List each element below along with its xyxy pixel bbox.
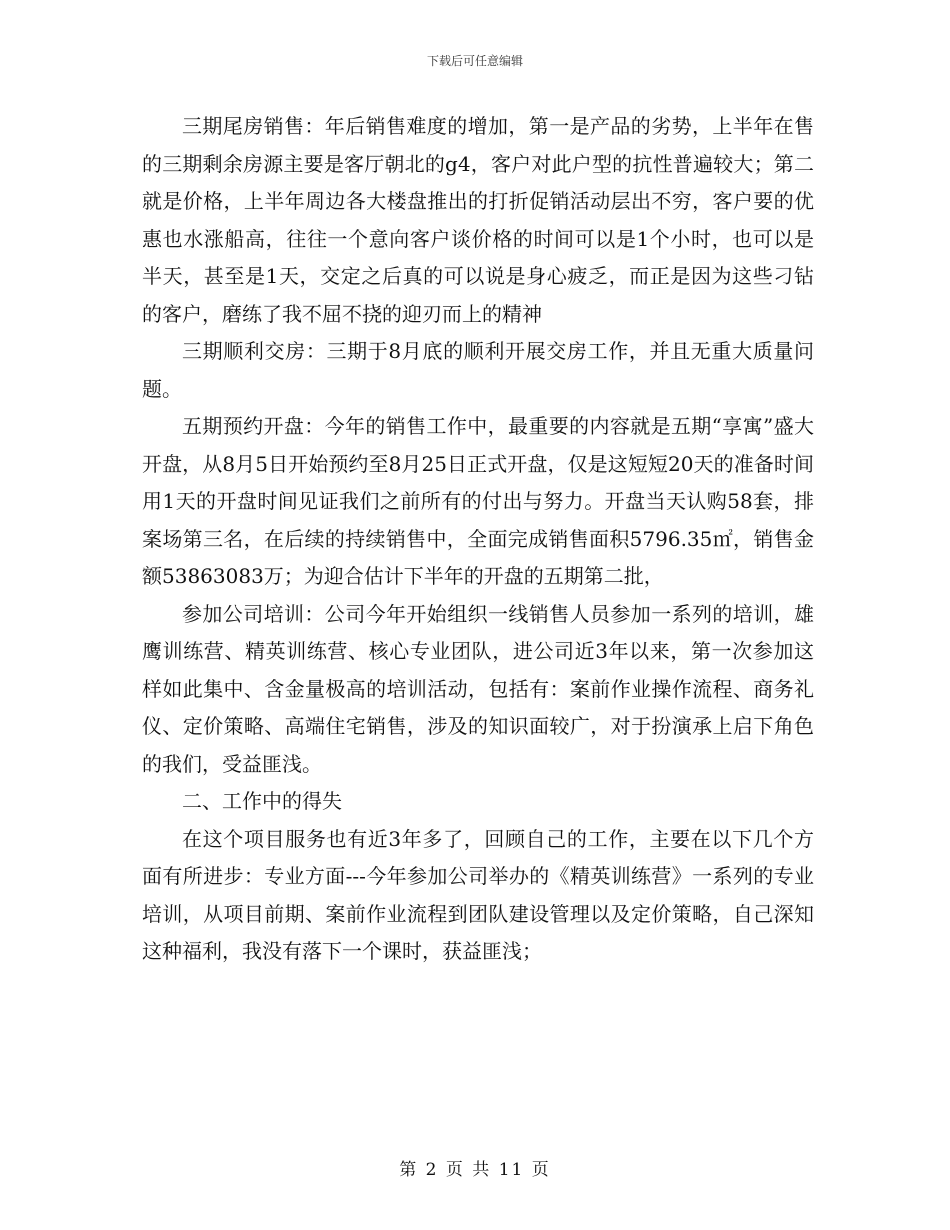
paragraph-phase5-opening: 五期预约开盘：今年的销售工作中，最重要的内容就是五期“享寓”盛大开盘，从8月5日开始预约至8月25日正式开盘，仅是这短短20天的准备时间用1天的开盘时间见证我们之前所有的付出与努力。开盘当天认购58套，排案场第三名，在后续的持续销售中，全面完成销售面积5796.35㎡，销售金额53863083万；为迎合估计下半年的开盘的五期第二批， <box>142 414 814 588</box>
paragraph-phase3-handover: 三期顺利交房：三期于8月底的顺利开展交房工作，并且无重大质量问题。 <box>142 339 814 401</box>
paragraph-company-training: 参加公司培训：公司今年开始组织一线销售人员参加一系列的培训，雄鹰训练营、精英训练营、核心专业团队，进公司近3年以来，第一次参加这样如此集中、含金量极高的培训活动，包括有：案前作业操作流程、商务礼仪、定价策略、高端住宅销售，涉及的知识面较广，对于扮演承上启下角色的我们，受益匪浅。 <box>142 601 814 776</box>
page-header: 下载后可任意编辑 <box>426 54 523 68</box>
paragraph-project-review: 在这个项目服务也有近3年多了，回顾自己的工作，主要在以下几个方面有所进步：专业方面---今年参加公司举办的《精英训练营》一系列的专业培训，从项目前期、案前作业流程到团队建设管理以及定价策略，自己深知这种福利，我没有落下一个课时，获益匪浅； <box>142 826 814 963</box>
section-heading-gains-losses: 二、工作中的得失 <box>182 789 342 813</box>
document-body <box>142 108 814 971</box>
page-number: 第 2 页 共 11 页 <box>399 1160 551 1180</box>
paragraph-phase3-remaining-sales: 三期尾房销售：年后销售难度的增加，第一是产品的劣势，上半年在售的三期剩余房源主要是客厅朝北的g4，客户对此户型的抗性普遍较大；第二就是价格，上半年周边各大楼盘推出的打折促销活动层出不穷，客户要的优惠也水涨船高，往往一个意向客户谈价格的时间可以是1个小时，也可以是半天，甚至是1天，交定之后真的可以说是身心疲乏，而正是因为这些刁钻的客户，磨练了我不屈不挠的迎刃而上的精神 <box>142 114 814 326</box>
